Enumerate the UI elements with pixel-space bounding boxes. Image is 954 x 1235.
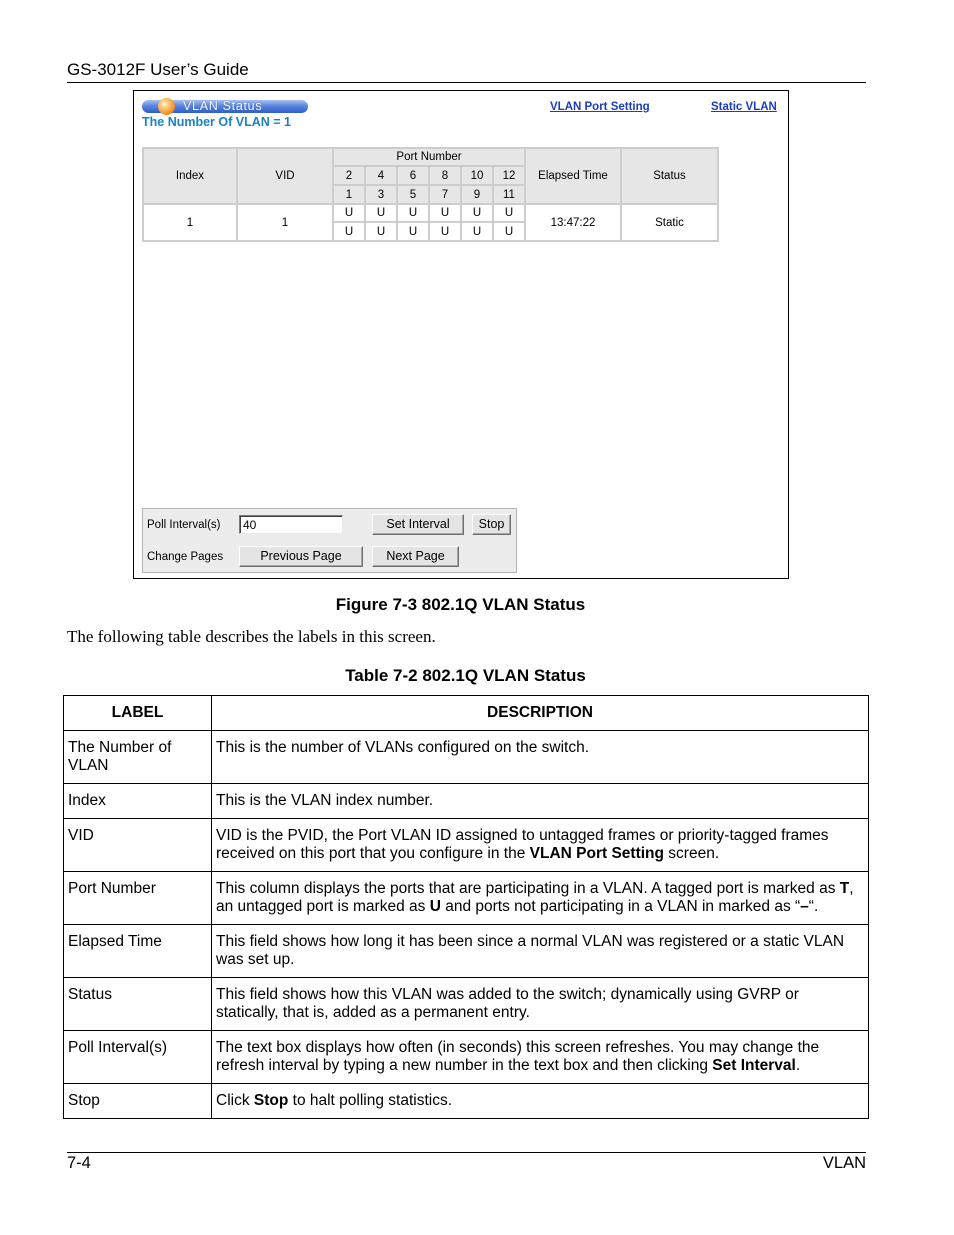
row-label: VID <box>64 819 212 872</box>
table-row <box>64 978 869 1031</box>
stop-button[interactable]: Stop <box>472 514 511 535</box>
poll-interval-label: Poll Interval(s) <box>147 519 221 531</box>
row-label: Port Number <box>64 872 212 925</box>
description-text: . <box>795 1057 801 1074</box>
description-text: “. <box>808 898 819 915</box>
description-bold-term: VLAN Port Setting <box>529 845 664 862</box>
row-description <box>212 819 869 872</box>
row-description <box>212 784 869 819</box>
port-header-cell: 10 <box>462 167 494 186</box>
port-membership-cell: U <box>366 205 398 223</box>
port-membership-cell: U <box>462 223 494 242</box>
row-label: The Number of VLAN <box>64 731 212 784</box>
description-text: and ports not participating in a VLAN in marked as “ <box>440 898 801 915</box>
description-bold-term: Set Interval <box>712 1057 796 1074</box>
vlan-status-table <box>142 147 719 242</box>
table-header-row <box>64 696 869 731</box>
table-row <box>64 872 869 925</box>
table-row <box>64 925 869 978</box>
label-description-table <box>63 695 869 1119</box>
page-number: 7-4 <box>67 1154 91 1172</box>
port-header-cell: 2 <box>334 167 366 186</box>
row-description <box>212 1031 869 1084</box>
label-column-header: LABEL <box>64 696 212 731</box>
port-header-cell: 8 <box>430 167 462 186</box>
panel-title: VLAN Status <box>183 99 263 113</box>
description-text: VID is the PVID, the Port VLAN ID assigned to untagged frames or priority-tagged frames received on this port that you configure in the <box>216 827 829 862</box>
port-header-cell: 1 <box>334 186 366 205</box>
previous-page-button[interactable]: Previous Page <box>239 546 363 567</box>
port-membership-cell: U <box>334 205 366 223</box>
intro-paragraph: The following table describes the labels in this screen. <box>67 627 436 646</box>
poll-interval-input[interactable] <box>239 515 343 534</box>
port-membership-cell: U <box>430 205 462 223</box>
next-page-button[interactable]: Next Page <box>372 546 459 567</box>
port-header-cell: 5 <box>398 186 430 205</box>
table-row <box>64 784 869 819</box>
row-label: Status <box>64 978 212 1031</box>
description-text: to halt polling statistics. <box>288 1092 453 1109</box>
port-membership-cell: U <box>494 223 526 242</box>
table-row <box>64 819 869 872</box>
cell-vid: 1 <box>238 205 334 242</box>
row-label: Stop <box>64 1084 212 1119</box>
port-header-cell: 9 <box>462 186 494 205</box>
figure-screenshot <box>133 90 789 579</box>
document-title: GS-3012F User’s Guide <box>67 60 249 79</box>
row-label: Elapsed Time <box>64 925 212 978</box>
change-pages-label: Change Pages <box>147 551 224 563</box>
description-bold-term: T <box>839 880 850 897</box>
description-text: This field shows how this VLAN was added to the switch; dynamically using GVRP or statically, that is, added as a permanent entry. <box>216 986 799 1021</box>
row-label: Poll Interval(s) <box>64 1031 212 1084</box>
description-bold-term: – <box>800 898 809 915</box>
port-membership-cell: U <box>366 223 398 242</box>
orange-ball-icon <box>158 98 175 115</box>
description-text: Click <box>216 1092 254 1109</box>
static-vlan-link[interactable]: Static VLAN <box>711 101 777 113</box>
description-bold-term: Stop <box>253 1092 289 1109</box>
cell-status: Static <box>622 205 719 242</box>
section-name: VLAN <box>822 1154 866 1172</box>
row-label: Index <box>64 784 212 819</box>
row-description <box>212 872 869 925</box>
description-column-header: DESCRIPTION <box>212 696 869 731</box>
port-header-cell: 7 <box>430 186 462 205</box>
port-header-cell: 3 <box>366 186 398 205</box>
port-header-cell: 4 <box>366 167 398 186</box>
footer-rule <box>67 1152 866 1153</box>
figure-caption: Figure 7-3 802.1Q VLAN Status <box>335 595 586 614</box>
header-rule <box>67 82 866 83</box>
port-membership-cell: U <box>398 223 430 242</box>
port-header-cell: 12 <box>494 167 526 186</box>
port-membership-cell: U <box>430 223 462 242</box>
row-description <box>212 925 869 978</box>
description-text: This column displays the ports that are participating in a VLAN. A tagged port is marked as <box>216 880 840 897</box>
header-elapsed-time: Elapsed Time <box>526 149 622 205</box>
port-membership-cell: U <box>494 205 526 223</box>
port-membership-cell: U <box>398 205 430 223</box>
table-caption: Table 7-2 802.1Q VLAN Status <box>345 666 586 685</box>
cell-index: 1 <box>144 205 238 242</box>
header-index: Index <box>144 149 238 205</box>
description-bold-term: U <box>429 898 441 915</box>
cell-elapsed-time: 13:47:22 <box>526 205 622 242</box>
row-description <box>212 731 869 784</box>
panel-title-bar <box>142 100 308 113</box>
table-row <box>64 1084 869 1119</box>
row-description <box>212 1084 869 1119</box>
header-status: Status <box>622 149 719 205</box>
description-text: screen. <box>663 845 720 862</box>
vlan-port-setting-link[interactable]: VLAN Port Setting <box>550 101 650 113</box>
poll-control-panel <box>142 508 517 573</box>
vlan-count-text: The Number Of VLAN = 1 <box>142 115 291 129</box>
port-membership-cell: U <box>334 223 366 242</box>
row-description <box>212 978 869 1031</box>
header-port-number: Port Number <box>334 149 526 167</box>
header-vid: VID <box>238 149 334 205</box>
table-row <box>64 731 869 784</box>
table-row <box>64 1031 869 1084</box>
port-header-cell: 11 <box>494 186 526 205</box>
set-interval-button[interactable]: Set Interval <box>372 514 464 535</box>
port-header-cell: 6 <box>398 167 430 186</box>
description-text: , an untagged port is marked as <box>216 880 854 915</box>
port-membership-cell: U <box>462 205 494 223</box>
description-text: This is the VLAN index number. <box>216 792 434 809</box>
description-text: This is the number of VLANs configured on the switch. <box>216 739 590 756</box>
description-text: The text box displays how often (in seconds) this screen refreshes. You may change the refresh interval by typing a new number in the text box and then clicking <box>216 1039 820 1074</box>
description-text: This field shows how long it has been since a normal VLAN was registered or a static VLAN was set up. <box>216 933 845 968</box>
